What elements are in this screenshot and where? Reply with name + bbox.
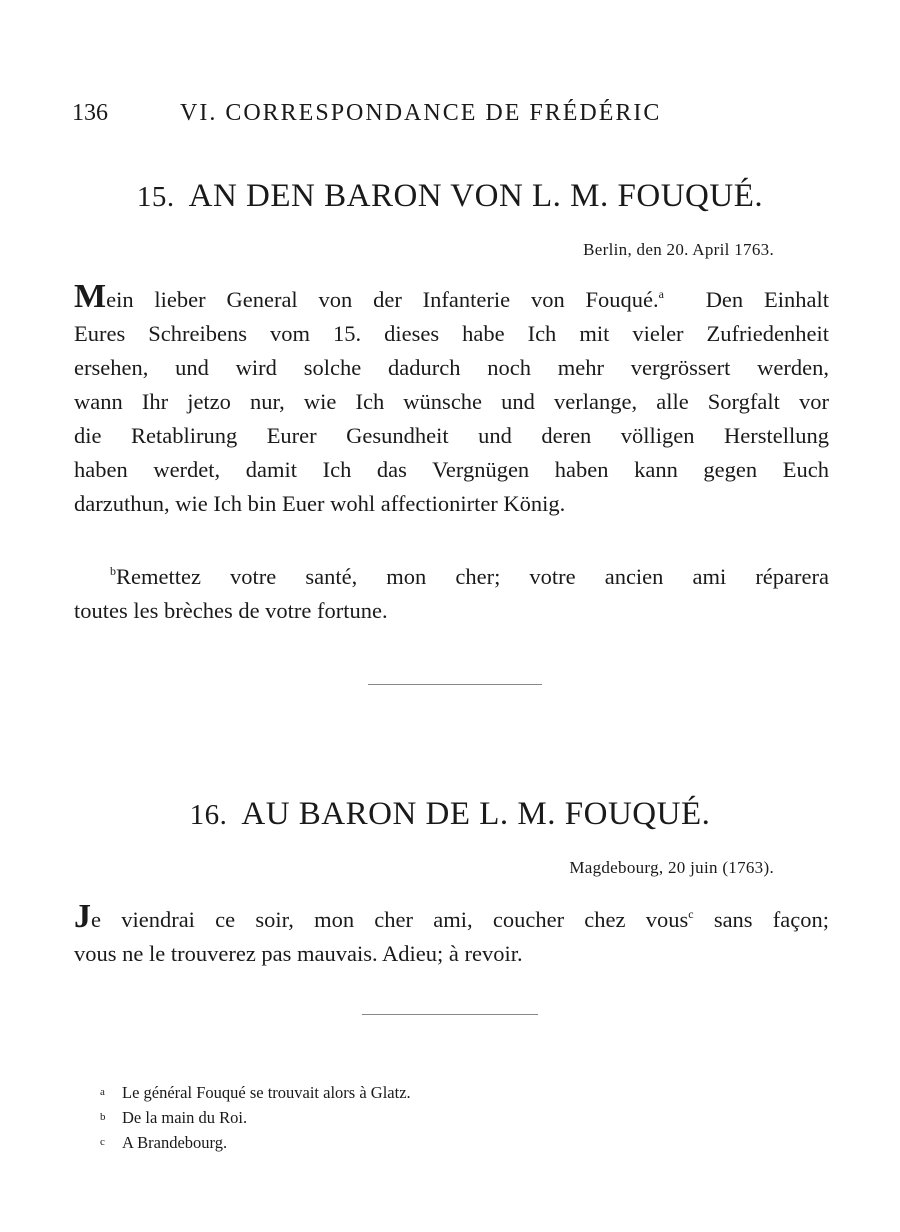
letter-15-heading: AN DEN BARON VON L. M. FOUQUÉ. [188, 178, 764, 214]
letter-16-heading: AU BARON DE L. M. FOUQUÉ. [241, 796, 711, 832]
section-divider [368, 684, 542, 685]
letter-15-line-4: wann Ihr jetzo nur, wie Ich wünsche und verlange, alle Sorgfalt vor [74, 389, 829, 414]
postscript-line-1: $^b$Remettez votre santé, mon cher; votre ancien ami réparera [110, 564, 829, 589]
letter-15-line-3: ersehen, und wird solche dadurch noch mehr vergrössert werden, [74, 355, 829, 380]
letter-15-title [0, 178, 900, 215]
footnotes [100, 1080, 411, 1155]
footnote-ref-b: b [110, 564, 116, 578]
letter-16-body [74, 898, 830, 971]
letter-16-line-2: vous ne le trouverez pas mauvais. Adieu; à revoir. [74, 941, 523, 966]
letter-15-line-5: die Retablirung Eurer Gesundheit und deren völligen Herstellung [74, 423, 829, 448]
letter-15-postscript [74, 560, 829, 628]
letter-15-line-2: Eures Schreibens vom 15. dieses habe Ich mit vieler Zufriedenheit [74, 321, 829, 346]
footnote-ref-a: a [658, 287, 664, 301]
running-head [72, 100, 832, 127]
letter-16-line-1: Je viendrai ce soir, mon cher ami, coucher chez vous$^c$ sans façon; [74, 898, 830, 935]
footnote-ref-c: c [688, 907, 694, 921]
letter-15-body [74, 278, 829, 521]
letter-15-number: 15. [136, 181, 175, 213]
footnote-divider [362, 1014, 538, 1015]
letter-16-title [0, 796, 900, 833]
letter-15-dateline: Berlin, den 20. April 1763. [583, 240, 774, 259]
footnote-b: b De la main du Roi. [100, 1108, 248, 1127]
letter-15-line-6: haben werdet, damit Ich das Vergnügen haben kann gegen Euch [74, 457, 829, 482]
drop-cap: M [74, 278, 107, 315]
postscript-line-2: toutes les brèches de votre fortune. [74, 598, 388, 623]
letter-16-number: 16. [189, 799, 228, 831]
letter-15-line-1: Mein lieber General von der Infanterie von Fouqué.$^a$ Den Einhalt [74, 278, 829, 315]
letter-16-dateline: Magdebourg, 20 juin (1763). [569, 858, 774, 877]
drop-cap: J [74, 898, 91, 935]
footnote-c: c A Brandebourg. [100, 1133, 228, 1152]
footnote-a: a Le général Fouqué se trouvait alors à Glatz. [100, 1083, 411, 1102]
running-head-title: VI. CORRESPONDANCE DE FRÉDÉRIC [180, 100, 662, 126]
page-number: 136 [72, 100, 108, 126]
letter-15-line-7: darzuthun, wie Ich bin Euer wohl affectionirter König. [74, 491, 566, 516]
